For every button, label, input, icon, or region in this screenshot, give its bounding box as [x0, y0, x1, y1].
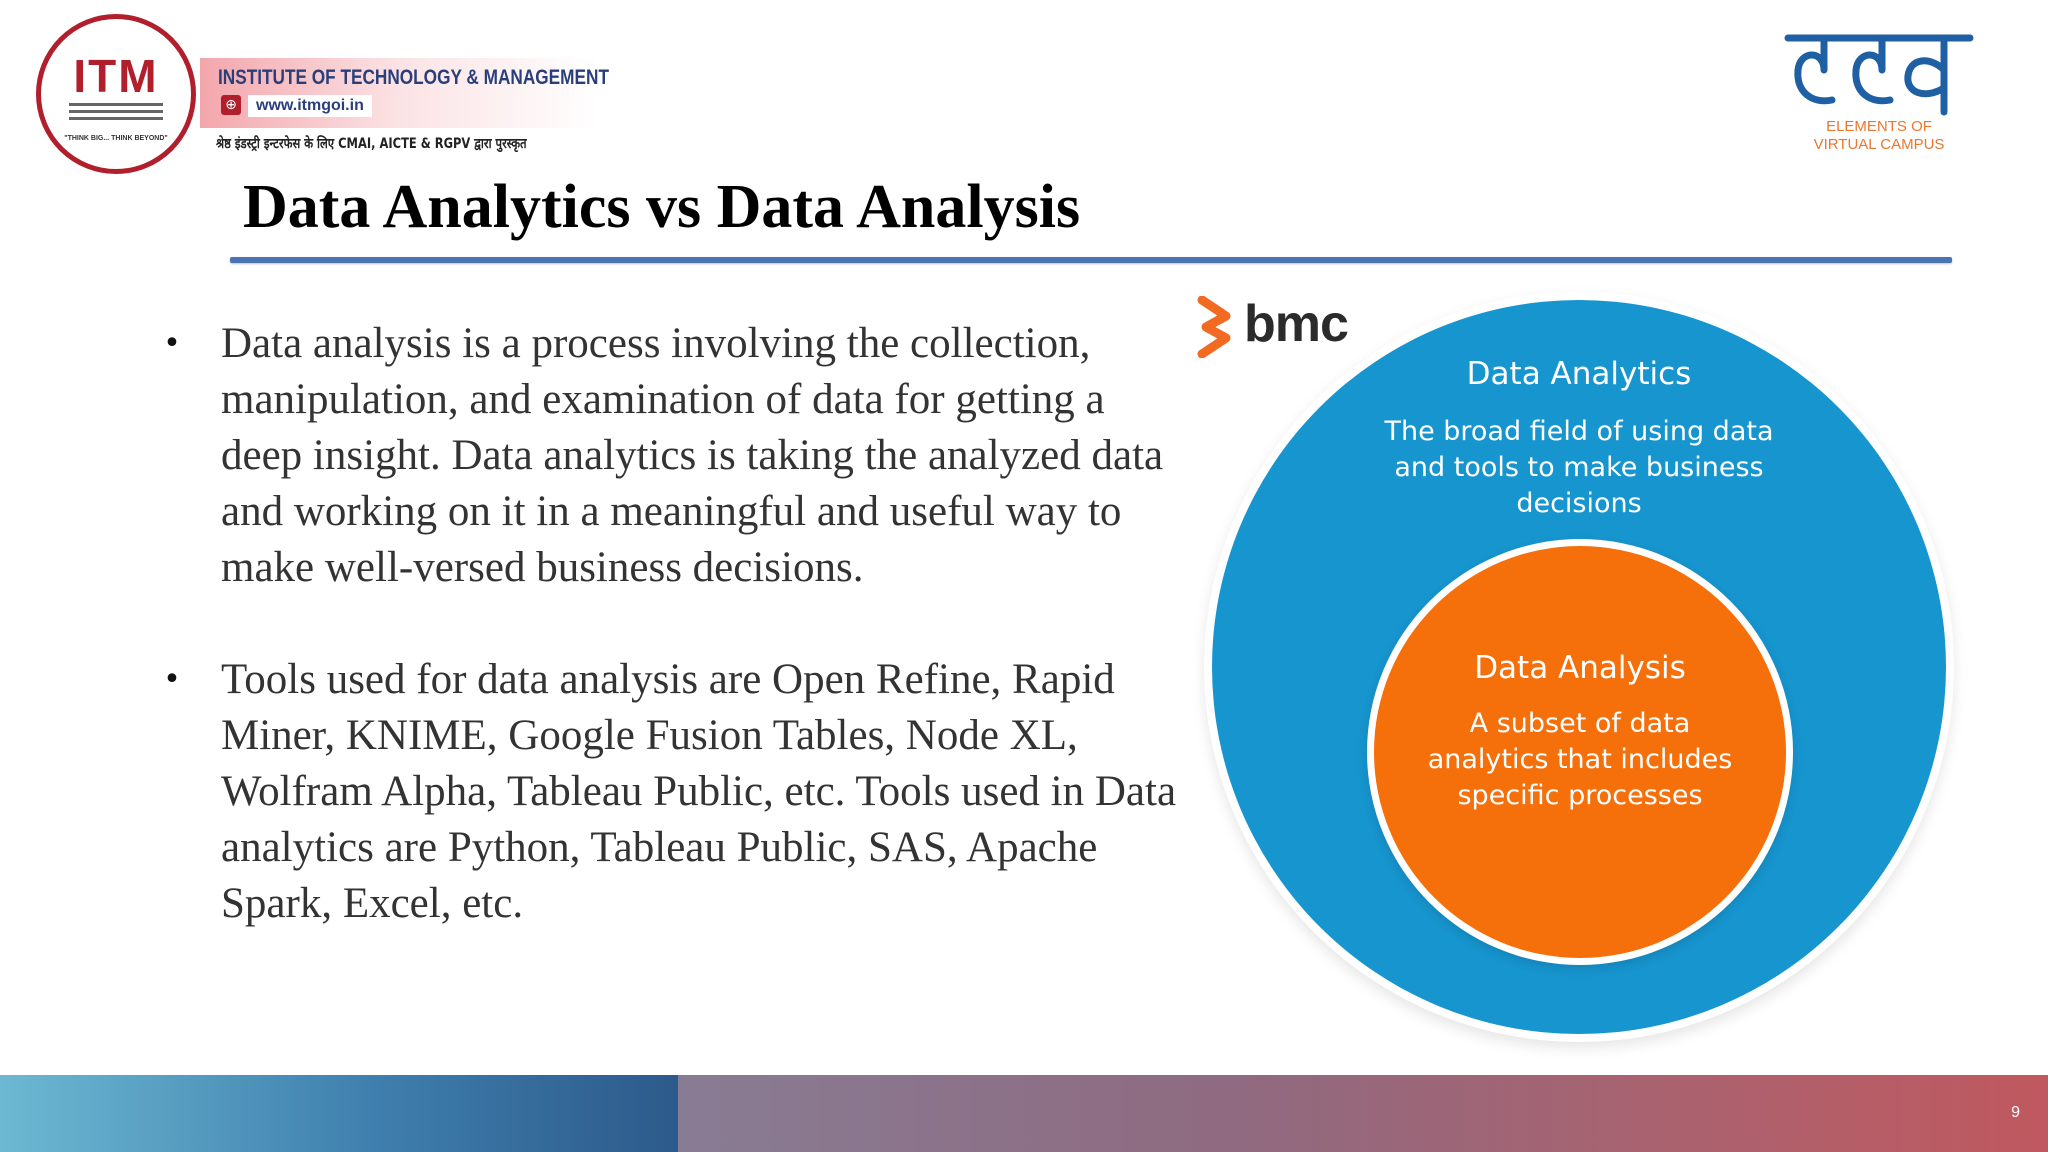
data-analytics-description: The broad field of using data and tools to make business decisions [1384, 416, 1774, 519]
tatva-line-2: VIRTUAL CAMPUS [1813, 136, 1945, 153]
slide-title: Data Analytics vs Data Analysis [243, 173, 1081, 241]
seal-itm-text: ITM [73, 50, 159, 102]
bullet-list [160, 316, 1180, 988]
tatva-line-1: ELEMENTS OF [1826, 118, 1932, 135]
page-number: 9 [2011, 1104, 2020, 1121]
bullet-icon: • [163, 662, 181, 697]
institute-tagline: श्रेष्ठ इंडस्ट्री इन्टरफेस के लिए CMAI, AICTE & RGPV द्वारा पुरस्कृत [216, 136, 527, 152]
bullet-item [160, 316, 1180, 596]
title-divider [230, 257, 1952, 263]
institute-website: www.itmgoi.in [248, 95, 372, 117]
itm-seal-logo [36, 14, 196, 174]
data-analytics-title: Data Analytics [1466, 356, 1692, 392]
bullet-icon: • [163, 326, 181, 361]
tatva-logo-text [1784, 118, 1974, 154]
seal-fine-print [69, 103, 163, 135]
globe-icon: ⊕ [221, 95, 241, 115]
footer-band-right [678, 1075, 2048, 1152]
bullet-text: Tools used for data analysis are Open Refine, Rapid Miner, KNIME, Google Fusion Tables, Node XL, Wolfram Alpha, Tableau Public, etc. Tools used in Data analytics are Python, Tableau Public, SAS, Apache Spark, Excel, etc. [221, 656, 1177, 927]
seal-motto: "THINK BIG... THINK BEYOND" [64, 135, 168, 142]
institute-name: INSTITUTE OF TECHNOLOGY & MANAGEMENT [218, 66, 609, 89]
tatva-logo-mark [1784, 30, 1974, 116]
footer-band-left [0, 1075, 678, 1152]
bullet-text: Data analysis is a process involving the collection, manipulation, and examination of data for getting a deep insight. Data analytics is taking the analyzed data and working on it in a meaningful and useful way to make well-versed business decisions. [221, 320, 1164, 591]
bmc-logo-text: bmc [1244, 295, 1348, 353]
bmc-logo-icon [1192, 296, 1236, 358]
data-analysis-title: Data Analysis [1474, 650, 1686, 686]
bullet-item [160, 652, 1180, 932]
data-analysis-description: A subset of data analytics that includes specific processes [1427, 708, 1733, 811]
